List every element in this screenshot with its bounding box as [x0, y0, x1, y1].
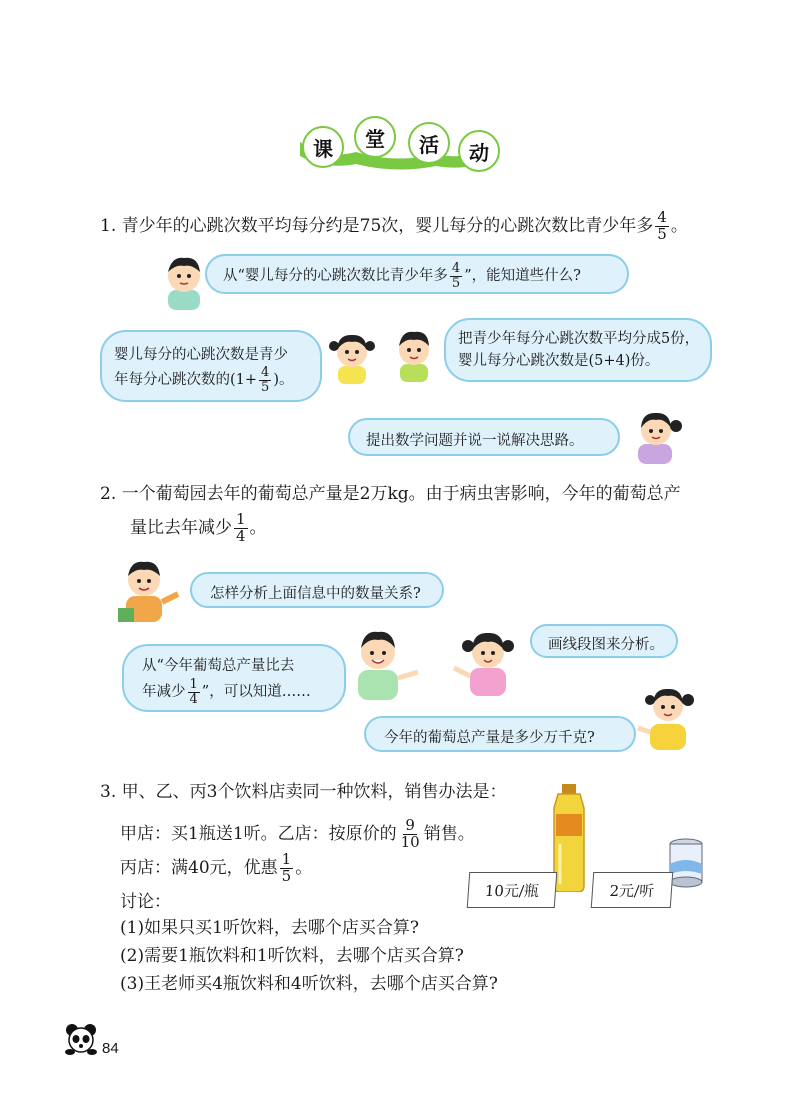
girl-illustration — [326, 328, 378, 384]
q1-bubble-b-line1: 婴儿每分的心跳次数是青少 — [114, 347, 288, 363]
price-card-bottle — [467, 872, 558, 908]
q1-bubble-a-pre: 从“婴儿每分的心跳次数比青少年多 — [223, 268, 448, 285]
q3-line3-post: 。 — [295, 857, 313, 878]
q1-bubble-b-line2-pre: 年每分心跳次数的(1+ — [114, 372, 258, 389]
can-illustration — [668, 838, 704, 888]
price-card-can — [591, 872, 674, 908]
q2-frac-den: 4 — [236, 526, 246, 545]
q2-bubble-b — [122, 644, 346, 712]
q2-line2 — [130, 512, 267, 545]
q3-line3-den: 5 — [281, 866, 292, 885]
q1-bubble-c-line1: 把青少年每分心跳次数平均分成5份， — [458, 331, 700, 347]
q1-bubble-a-num: 4 — [451, 261, 461, 276]
q2-bubble-b-num: 1 — [189, 677, 198, 692]
q1-bubble-b-line2-post: )。 — [273, 372, 294, 389]
q2-bubble-a — [190, 572, 444, 608]
q2-bubble-d-text: 今年的葡萄总产量是多少万千克? — [384, 730, 595, 746]
q1-bubble-b — [100, 330, 322, 402]
q2-bubble-b-fraction — [188, 678, 200, 706]
banner-char-4: 动 — [458, 130, 500, 172]
q1-text — [100, 210, 688, 243]
q3-line2-fraction — [399, 818, 422, 851]
girl-pointing-illustration — [626, 404, 688, 464]
q2-line1: 2. 一个葡萄园去年的葡萄总产量是2万kg。由于病虫害影响，今年的葡萄总产 — [100, 484, 681, 504]
banner-char-2: 堂 — [354, 116, 396, 158]
q2-bubble-b-line2-post: ”，可以知道…… — [201, 684, 311, 701]
q3-line3-pre: 丙店：满40元，优惠 — [120, 857, 278, 878]
q3-line3-num: 1 — [281, 850, 292, 868]
q1-bubble-b-fraction — [259, 366, 271, 394]
price-can-text: 2元/听 — [609, 881, 655, 900]
q3-line2 — [120, 818, 475, 851]
q2-bubble-c — [530, 624, 678, 658]
q1-bubble-a — [205, 254, 629, 294]
banner-char-3: 活 — [408, 122, 450, 164]
q1-bubble-a-post: ”，能知道些什么? — [464, 268, 581, 285]
q3-discussion-1: (1)如果只买1听饮料，去哪个店买合算? — [120, 918, 420, 938]
q1-frac-den: 5 — [657, 224, 667, 243]
q2-line2-post: 。 — [249, 517, 267, 538]
q1-bubble-c-line2: 婴儿每分心跳次数是(5+4)份。 — [458, 353, 660, 369]
q3-discussion-2: (2)需要1瓶饮料和1听饮料，去哪个店买合算? — [120, 946, 464, 966]
q2-bubble-b-line1: 从“今年葡萄总产量比去 — [142, 658, 295, 674]
q1-bubble-b-num: 4 — [261, 365, 270, 380]
q1-bubble-c — [444, 318, 712, 382]
q3-line2-post: 销售。 — [423, 823, 475, 844]
panda-icon — [64, 1022, 98, 1056]
q3-line1: 3. 甲、乙、丙3个饮料店卖同一种饮料，销售办法是： — [100, 782, 507, 802]
q3-line2-num: 9 — [405, 816, 415, 834]
q2-line2-pre: 量比去年减少 — [130, 517, 232, 538]
q2-bubble-a-text: 怎样分析上面信息中的数量关系? — [210, 586, 421, 602]
girl-yellow-illustration — [636, 680, 702, 752]
boy-illustration — [388, 326, 440, 382]
q3-line2-pre: 甲店：买1瓶送1听。乙店：按原价的 — [120, 823, 397, 844]
q3-discuss: 讨论： — [120, 892, 171, 912]
q2-fraction — [234, 512, 248, 545]
q3-line3 — [120, 852, 312, 885]
q1-bubble-a-den: 5 — [451, 275, 461, 291]
boy-thinking-illustration — [158, 252, 210, 310]
q2-frac-num: 1 — [236, 510, 246, 528]
banner-char-1: 课 — [302, 126, 344, 168]
q1-frac-num: 4 — [657, 208, 667, 226]
q1-bubble-a-fraction — [450, 262, 462, 290]
q1-suffix: 。 — [670, 215, 688, 236]
q2-bubble-c-text: 画线段图来分析。 — [548, 637, 664, 653]
q1-bubble-b-den: 5 — [261, 379, 270, 395]
boy-green-jacket-illustration — [350, 626, 422, 700]
q1-bubble-d-text: 提出数学问题并说一说解决思路。 — [366, 433, 584, 449]
boy-waving-illustration — [116, 556, 186, 626]
page-number: 84 — [102, 1040, 119, 1057]
q2-bubble-d — [364, 716, 636, 752]
q3-line2-den: 10 — [400, 832, 420, 851]
q1-fraction — [655, 210, 669, 243]
q1-prefix: 1. 青少年的心跳次数平均每分约是75次，婴儿每分的心跳次数比青少年多 — [100, 215, 654, 236]
q3-discussion-3: (3)王老师买4瓶饮料和4听饮料，去哪个店买合算? — [120, 974, 498, 994]
section-banner — [296, 112, 502, 170]
q2-bubble-b-den: 4 — [189, 691, 198, 707]
girl-pink-illustration — [452, 626, 528, 698]
q1-bubble-d — [348, 418, 620, 456]
q3-line3-fraction — [280, 852, 294, 885]
q2-bubble-b-line2-pre: 年减少 — [142, 684, 186, 701]
price-bottle-text: 10元/瓶 — [484, 881, 540, 900]
